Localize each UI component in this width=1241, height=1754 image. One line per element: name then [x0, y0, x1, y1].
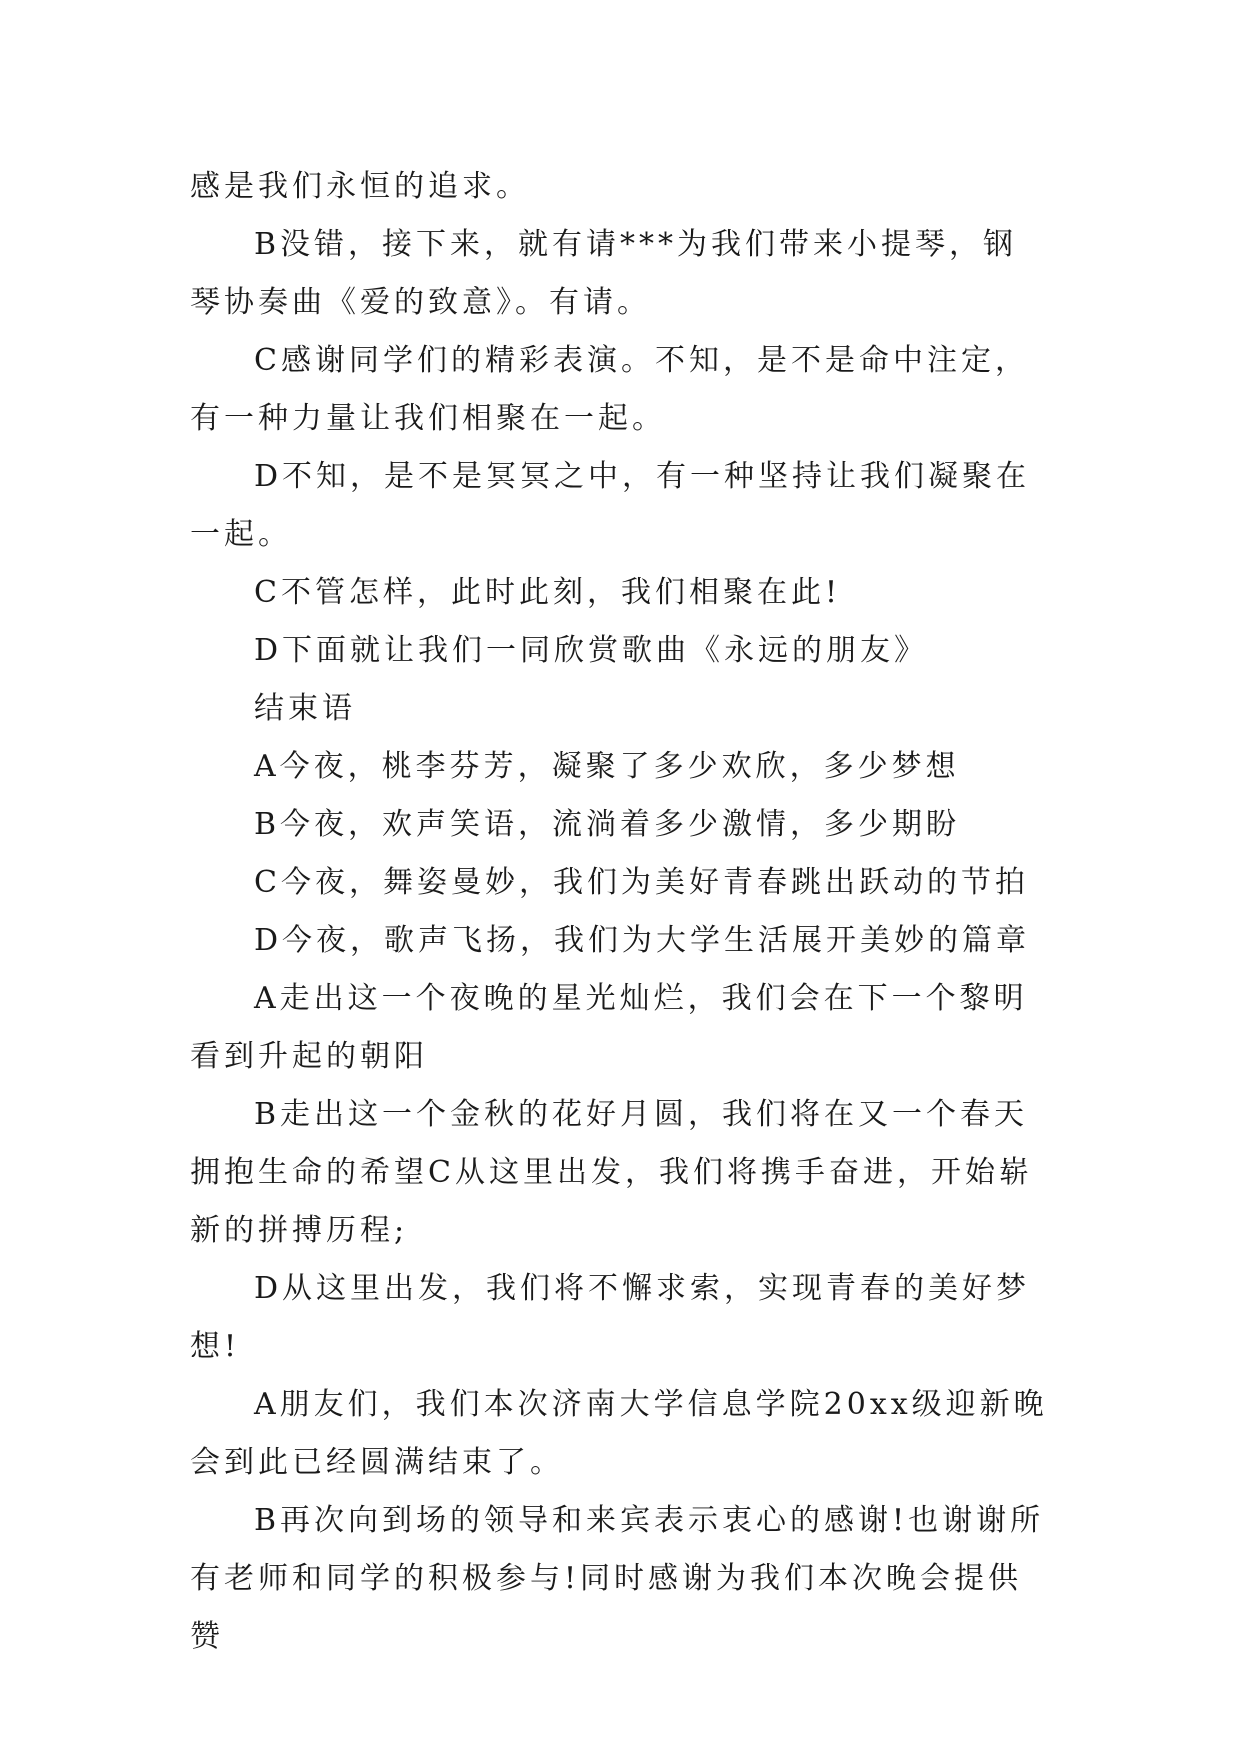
section-heading: 结束语 [254, 691, 356, 726]
paragraph: B走出这一个金秋的花好月圆，我们将在又一个春天拥抱生命的希望C从这里出发，我们将携手奋进，开始崭新的拼搏历程; [190, 1097, 1033, 1248]
paragraph: B没错，接下来，就有请***为我们带来小提琴，钢琴协奏曲《爱的致意》。有请。 [190, 227, 1018, 320]
document-body [190, 158, 1050, 1666]
paragraph: A走出这一个夜晚的星光灿烂，我们会在下一个黎明看到升起的朝阳 [190, 981, 1028, 1074]
paragraph: 感是我们永恒的追求。 [190, 169, 530, 204]
paragraph: C今夜，舞姿曼妙，我们为美好青春跳出跃动的节拍 [254, 865, 1029, 900]
paragraph: A今夜，桃李芬芳，凝聚了多少欢欣，多少梦想 [254, 749, 960, 784]
paragraph: B今夜，欢声笑语，流淌着多少激情，多少期盼 [254, 807, 961, 842]
paragraph: C不管怎样，此时此刻，我们相聚在此! [254, 575, 842, 610]
paragraph: D今夜，歌声飞扬，我们为大学生活展开美妙的篇章 [254, 923, 1031, 958]
paragraph: B再次向到场的领导和来宾表示衷心的感谢!也谢谢所有老师和同学的积极参与!同时感谢为我们本次晚会提供赞 [190, 1503, 1045, 1654]
paragraph: A朋友们，我们本次济南大学信息学院20xx级迎新晚会到此已经圆满结束了。 [190, 1387, 1048, 1480]
paragraph: C感谢同学们的精彩表演。不知，是不是命中注定，有一种力量让我们相聚在一起。 [190, 343, 1029, 436]
paragraph: D从这里出发，我们将不懈求索，实现青春的美好梦想! [190, 1271, 1031, 1364]
paragraph: D下面就让我们一同欣赏歌曲《永远的朋友》 [254, 633, 929, 668]
paragraph: D不知，是不是冥冥之中，有一种坚持让我们凝聚在一起。 [190, 459, 1031, 552]
